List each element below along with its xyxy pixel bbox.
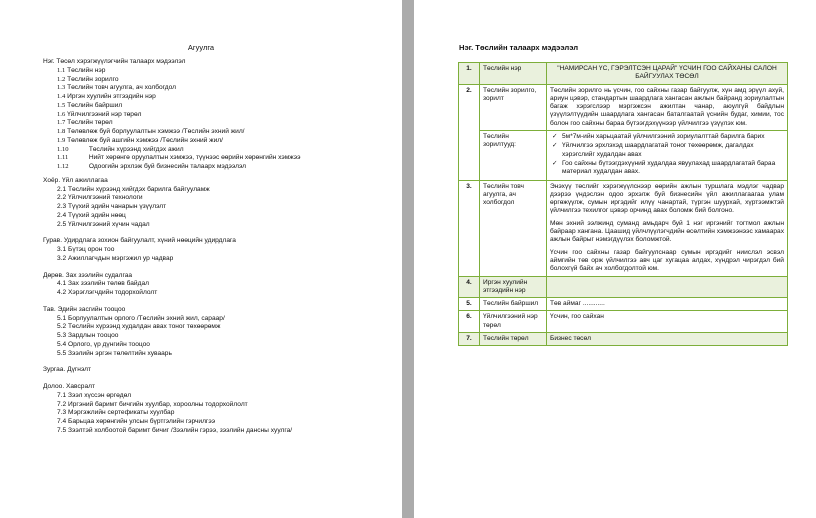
toc-section-4: Дөрөв. Зах зээлийн судалгаа — [43, 271, 133, 279]
row-label: Төслийн байршил — [480, 298, 547, 311]
table-row — [459, 298, 788, 311]
row-label: Иргэн хуулийн этгээдийн нэр — [480, 276, 547, 298]
row-value — [547, 131, 788, 180]
row-value: Энэхүү төслийг хэрэгжүүлснээр өөрийн ажлын туршлага мэдлэг чадвар дээрээ үндэслэн одоо эрхэлж буй бизнесийн үйл ажиллагаагаа улам өргөжүүлж, сумын иргэдийг илүү чанартай, түргэн шуурхай, хүртээмжтэй үйлчилгээ техилгог цэвэр орчинд авах боломж бий болгоно. Мөн эхний ээлжинд суманд амьдарч буй 1 нэг иргэнийг тогтмол ажлын байраар хангана. Цаашид үйлчлүүлэгчдийн өсөлтийн хэмжээнээс хамаарах ажлын байрыг нэмэгдүүлэх боломжтой. Үсчин гоо сайхны газар байгуулснаар сумын иргэдийг ниислэл эсвэл аймгийн төв орж үйлчилгээ авч цаг хугацаа алдах, хүндрэл чирэгдэл бий болохгүй байх ач холбогдолтой юм. — [547, 180, 788, 276]
row-number: 6. — [459, 311, 480, 333]
row-label: Төслийн зорилго, зорилт — [480, 84, 547, 130]
toc-item: 2.3 Түүхий эдийн чанарын үзүүлэлт — [57, 203, 167, 210]
toc-section-2: Хоёр. Үйл ажиллагаа — [43, 176, 108, 184]
toc-title: Агуулга — [187, 43, 215, 52]
toc-section-1: Нэг. Төсөл хэрэгжүүлэгчийн талаарх мэдээлэл — [43, 58, 186, 65]
toc-section-6: Зургаа. Дүгнэлт — [43, 366, 92, 374]
row-label: Төслийн товч агуулга, ач холбогдол — [480, 180, 547, 276]
objectives-list — [550, 133, 784, 176]
row-value: Үсчин, гоо сайхан — [547, 311, 788, 333]
row-number: 4. — [459, 276, 480, 298]
toc-item: 1.5 Төслийн байршил — [57, 101, 123, 109]
toc-item: 1.3 Төслийн товч агуулга, ач холбогдол — [57, 84, 176, 92]
table-of-contents — [43, 58, 383, 436]
toc-item: 7.3 Мэргэжлийн сертефикаты хуулбар — [57, 409, 175, 417]
table-row — [459, 131, 788, 180]
toc-item: 7.2 Иргэний баримт бичгийн хуулбар, хороолны тодорхойлолт — [57, 400, 248, 408]
toc-item: 2.2 Үйлчилгээний технологи — [57, 194, 143, 202]
project-info-table — [458, 62, 788, 346]
list-item: ✓ Гоо сайхны бүтээгдэхүүний худалдаа явуулахад шаардлагатай бараа материал худалдан авах. — [552, 159, 776, 176]
table-row — [459, 63, 788, 85]
row-number: 5. — [459, 298, 480, 311]
row-value: Төслийн зорилго нь үсчин, гоо сайхны газар байгуулж, хүн амд эрүүл ахуй, ариун цэвэр, стандартын шаардлага хангасан ажлын байранд зориулалтын багаж хэрэгслээр мэргэжсэн ажилтан чанар, аюулгүй байдлын үзүүлэлтүүдийн шаардлага хангасан баталгаатай үснийн будаг, химии, тос болон гоо сайхны бараа бүтээгдэхүүнээр үйлчилгээ үзүүлэх юм. — [547, 84, 788, 130]
row-label: Төслийн нэр — [480, 63, 547, 85]
list-item: ✓ 5м*7м-ийн харьцаатай үйлчилгээний зориулалттай барилга барих — [552, 133, 765, 141]
toc-item: 1.4 Иргэн хуулийн этгээдийн нэр — [57, 93, 156, 100]
toc-item: 5.2 Төслийн хүрээнд худалдан авах тоног төхөөрөмж — [57, 323, 221, 331]
toc-item: 3.1 Бүтэц орон тоо — [57, 246, 115, 253]
row-label: Төслийн зорилтууд: — [480, 131, 547, 180]
table-row — [459, 311, 788, 333]
row-value: Бизнес төсөл — [547, 333, 788, 346]
toc-item: 7.1 Зээл хүссэн өргөдөл — [57, 391, 132, 399]
toc-item: 2.5 Үйлчилгээний хүчин чадал — [57, 220, 150, 228]
toc-item: 5.4 Орлого, үр дүнгийн тооцоо — [57, 340, 150, 348]
row-number: 1. — [459, 63, 480, 85]
check-mark-icon: ✓ — [552, 142, 558, 150]
toc-item: 5.3 Зардлын тооцоо — [57, 332, 119, 339]
toc-section-5: Тав. Эдийн засгийн тооцоо — [43, 305, 126, 313]
toc-item: 2.1 Төслийн хүрээнд хийгдэх барилга байгууламж — [57, 185, 210, 193]
row-number: 3. — [459, 180, 480, 276]
document-page-left — [0, 0, 402, 518]
toc-item: 1.10 Төслийн хүрээнд хийгдэх ажил — [57, 145, 184, 153]
table-row — [459, 333, 788, 346]
row-label: Үйлчилгээний нэр төрөл — [480, 311, 547, 333]
check-mark-icon: ✓ — [552, 159, 558, 167]
toc-item: 7.4 Барьцаа хөрөнгийн улсын бүртгэлийн гэрчилгээ — [57, 418, 216, 425]
toc-item: 1.8 Төлөвлөж буй борлуулалтын хэмжээ /Төслийн эхний жил/ — [57, 128, 245, 135]
row-value: Төв аймаг ............ — [547, 298, 788, 311]
toc-item: 3.2 Ажиллагчдын мэргэжил ур чадвар — [57, 254, 174, 262]
toc-item: 1.6 Үйлчилгээний нэр төрөл — [57, 110, 142, 118]
document-page-right — [414, 0, 816, 518]
table-row — [459, 180, 788, 276]
toc-item: 1.2 Төслийн зорилго — [57, 75, 119, 83]
toc-item: 1.9 Төлөвлөж буй ашгийн хэмжээ /Төслийн эхний жил/ — [57, 136, 223, 144]
row-value — [547, 276, 788, 298]
toc-section-3: Гурав. Удирдлага зохион байгуулалт, хүний нөөцийн удирдлага — [43, 237, 236, 245]
row-label: Төслийн төрөл — [480, 333, 547, 346]
toc-section-7: Долоо. Хавсралт — [43, 383, 95, 390]
check-mark-icon: ✓ — [552, 133, 558, 141]
table-row — [459, 84, 788, 130]
toc-item: 5.5 Зээлийн эргэн төлөлтийн хуваарь — [57, 349, 172, 357]
toc-item: 1.1 Төслийн нэр — [57, 66, 106, 74]
row-number: 7. — [459, 333, 480, 346]
toc-item: 1.12 Одоогийн эрхлэж буй бизнесийн талаарх мэдээлэл — [57, 163, 247, 170]
row-value: "НАМИРСАН ҮС, ГЭРЭЛТСЭН ЦАРАЙ" ҮСЧИН ГОО САЙХАНЫ САЛОН БАЙГУУЛАХ ТӨСӨЛ — [547, 63, 788, 85]
toc-item: 4.2 Хэрэглэгчдийн тодорхойлолт — [57, 289, 158, 296]
table-row — [459, 276, 788, 298]
section-title: Нэг. Төслийн талаарх мэдээлэл — [459, 43, 579, 52]
row-number: 2. — [459, 84, 480, 180]
list-item: ✓ Үйлчилгээ эрхлэхэд шаардлагатай тоног төхөөрөмж, дагалдах хэрэгслийг худалдан авах — [552, 142, 754, 158]
toc-item: 2.4 Түүхий эдийн нөөц — [57, 211, 126, 219]
toc-item: 5.1 Борлуулалтын орлого /Төслийн эхний жил, сараар/ — [57, 314, 225, 322]
toc-item: 7.5 Зээлтэй холбоотой баримт бичиг /Зээлийн гэрээ, зээлийн дансны хуулга/ — [57, 426, 293, 434]
toc-item: 1.7 Төслийн төрөл — [57, 119, 113, 127]
toc-item: 4.1 Зах зээлийн төлөв байдал — [57, 280, 149, 288]
toc-item: 1.11 Нийт хөрөнгө оруулалтын хэмжээ, түүнээс өөрийн хөрөнгийн хэмжээ — [57, 154, 301, 162]
